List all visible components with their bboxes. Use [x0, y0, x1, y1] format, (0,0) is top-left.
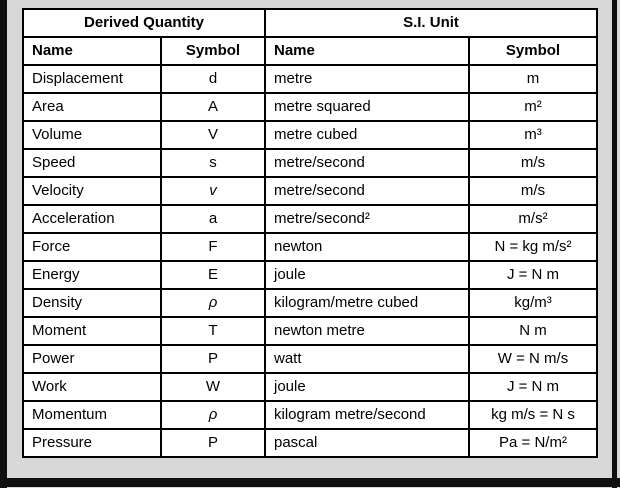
- right-border-bar: [612, 0, 617, 488]
- quantity-name-cell: Force: [23, 233, 161, 261]
- quantity-name-cell: Area: [23, 93, 161, 121]
- unit-symbol-cell: N = kg m/s²: [469, 233, 597, 261]
- unit-name-cell: metre/second: [265, 149, 469, 177]
- group-header-derived-quantity: Derived Quantity: [23, 9, 265, 37]
- quantity-symbol-cell: F: [161, 233, 265, 261]
- quantity-name-cell: Moment: [23, 317, 161, 345]
- table-row: [23, 149, 597, 177]
- column-header-unit-symbol: Symbol: [469, 37, 597, 65]
- table-row: [23, 317, 597, 345]
- table-row: [23, 261, 597, 289]
- quantity-name-cell: Power: [23, 345, 161, 373]
- quantity-symbol-cell: d: [161, 65, 265, 93]
- unit-name-cell: newton metre: [265, 317, 469, 345]
- unit-symbol-cell: kg m/s = N s: [469, 401, 597, 429]
- quantity-symbol-cell: W: [161, 373, 265, 401]
- quantity-name-cell: Work: [23, 373, 161, 401]
- table-body: [23, 65, 597, 457]
- quantity-name-cell: Energy: [23, 261, 161, 289]
- table-row: [23, 93, 597, 121]
- unit-name-cell: joule: [265, 261, 469, 289]
- unit-name-cell: metre: [265, 65, 469, 93]
- column-header-row: [23, 37, 597, 65]
- unit-name-cell: metre squared: [265, 93, 469, 121]
- quantity-name-cell: Momentum: [23, 401, 161, 429]
- unit-symbol-cell: J = N m: [469, 261, 597, 289]
- table-row: [23, 373, 597, 401]
- unit-symbol-cell: N m: [469, 317, 597, 345]
- quantity-name-cell: Velocity: [23, 177, 161, 205]
- quantity-name-cell: Displacement: [23, 65, 161, 93]
- unit-name-cell: kilogram/metre cubed: [265, 289, 469, 317]
- table-row: [23, 121, 597, 149]
- table-row: [23, 289, 597, 317]
- unit-symbol-cell: m²: [469, 93, 597, 121]
- quantity-symbol-cell: P: [161, 429, 265, 457]
- quantity-symbol-cell: E: [161, 261, 265, 289]
- unit-symbol-cell: m/s: [469, 149, 597, 177]
- unit-name-cell: kilogram metre/second: [265, 401, 469, 429]
- quantity-symbol-cell: v: [161, 177, 265, 205]
- unit-symbol-cell: W = N m/s: [469, 345, 597, 373]
- quantity-symbol-cell: A: [161, 93, 265, 121]
- table-row: [23, 65, 597, 93]
- unit-name-cell: pascal: [265, 429, 469, 457]
- unit-symbol-cell: J = N m: [469, 373, 597, 401]
- unit-name-cell: joule: [265, 373, 469, 401]
- table-row: [23, 401, 597, 429]
- table-row: [23, 345, 597, 373]
- table-row: [23, 429, 597, 457]
- quantity-name-cell: Volume: [23, 121, 161, 149]
- table-row: [23, 205, 597, 233]
- unit-name-cell: newton: [265, 233, 469, 261]
- table-row: [23, 177, 597, 205]
- quantity-name-cell: Acceleration: [23, 205, 161, 233]
- unit-name-cell: metre/second: [265, 177, 469, 205]
- unit-symbol-cell: m³: [469, 121, 597, 149]
- bottom-border-bar: [0, 478, 620, 487]
- group-header-si-unit: S.I. Unit: [265, 9, 597, 37]
- unit-symbol-cell: m: [469, 65, 597, 93]
- quantity-name-cell: Speed: [23, 149, 161, 177]
- derived-quantities-table: [22, 8, 598, 458]
- quantity-symbol-cell: P: [161, 345, 265, 373]
- unit-name-cell: watt: [265, 345, 469, 373]
- unit-symbol-cell: m/s: [469, 177, 597, 205]
- quantity-symbol-cell: ρ: [161, 289, 265, 317]
- unit-symbol-cell: Pa = N/m²: [469, 429, 597, 457]
- unit-name-cell: metre cubed: [265, 121, 469, 149]
- quantity-symbol-cell: s: [161, 149, 265, 177]
- quantity-name-cell: Density: [23, 289, 161, 317]
- table-row: [23, 233, 597, 261]
- quantity-symbol-cell: V: [161, 121, 265, 149]
- quantity-symbol-cell: T: [161, 317, 265, 345]
- group-header-row: [23, 9, 597, 37]
- unit-symbol-cell: kg/m³: [469, 289, 597, 317]
- quantity-symbol-cell: a: [161, 205, 265, 233]
- column-header-unit-name: Name: [265, 37, 469, 65]
- column-header-quantity-name: Name: [23, 37, 161, 65]
- left-border-bar: [0, 0, 7, 488]
- quantity-name-cell: Pressure: [23, 429, 161, 457]
- quantity-symbol-cell: ρ: [161, 401, 265, 429]
- unit-symbol-cell: m/s²: [469, 205, 597, 233]
- column-header-quantity-symbol: Symbol: [161, 37, 265, 65]
- unit-name-cell: metre/second²: [265, 205, 469, 233]
